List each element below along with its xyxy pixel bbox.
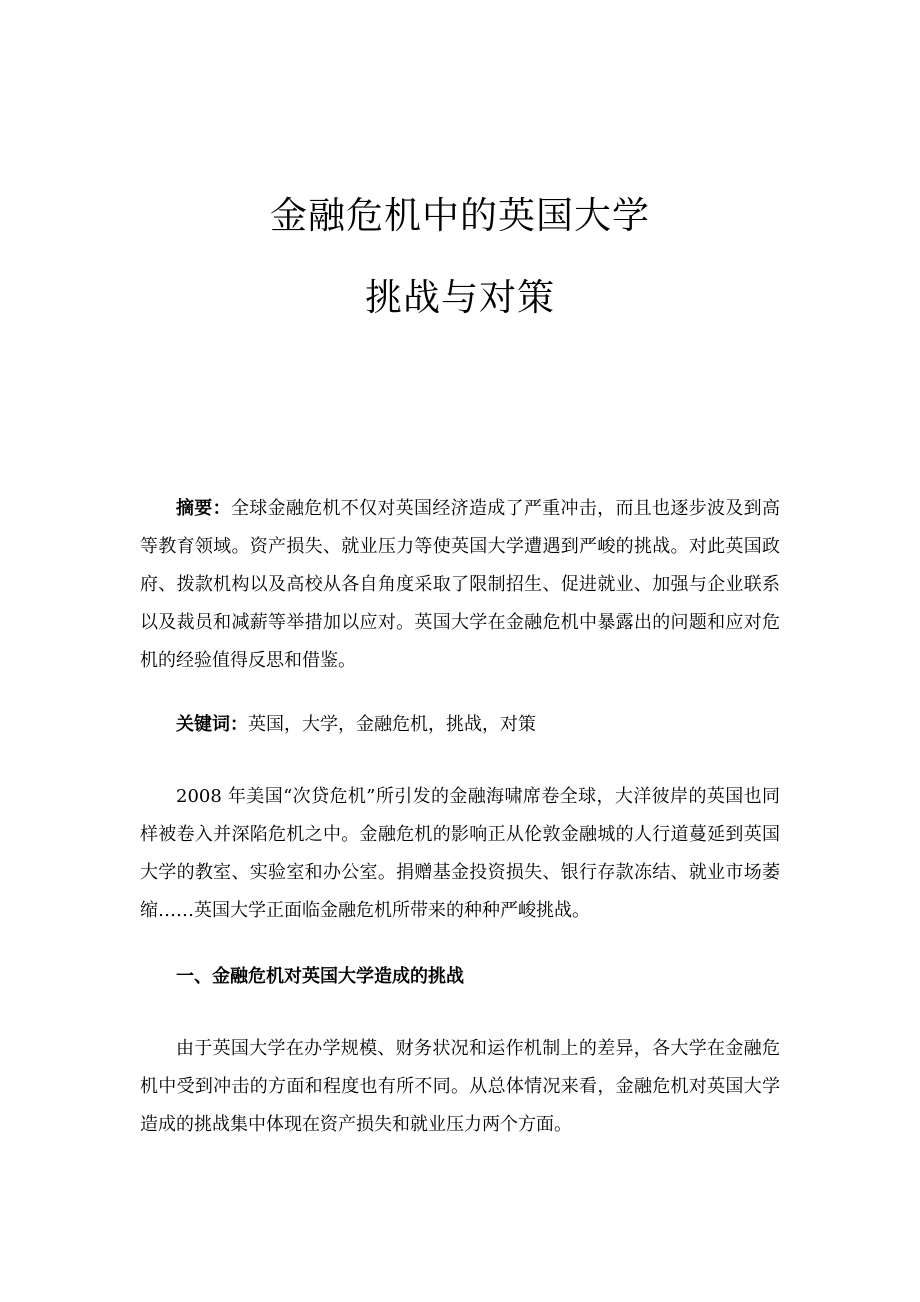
keywords-text: 英国，大学，金融危机，挑战，对策: [248, 714, 536, 735]
section-1-paragraph: 由于英国大学在办学规模、财务状况和运作机制上的差异，各大学在金融危机中受到冲击的方面和程度也有所不同。从总体情况来看，金融危机对英国大学造成的挑战集中体现在资产损失和就业压力两个方面。: [140, 1038, 780, 1135]
intro-paragraph: 2008 年美国“次贷危机”所引发的金融海啸席卷全球，大洋彼岸的英国也同样被卷入并深陷危机之中。金融危机的影响正从伦敦金融城的人行道蔓延到英国大学的教室、实验室和办公室。捐赠基金投资损失、银行存款冻结、就业市场萎缩……英国大学正面临金融危机所带来的种种严峻挑战。: [140, 786, 780, 921]
abstract-paragraph: [140, 490, 780, 680]
document-title-line-2: 挑战与对策: [365, 276, 555, 319]
section-1-heading: 一、金融危机对英国大学造成的挑战: [176, 966, 464, 987]
keywords-paragraph: [140, 706, 780, 744]
document-title-line-1: 金融危机中的英国大学: [270, 194, 650, 237]
abstract-text: 全球金融危机不仅对英国经济造成了严重冲击，而且也逐步波及到高等教育领域。资产损失、就业压力等使英国大学遭遇到严峻的挑战。对此英国政府、拨款机构以及高校从各自角度采取了限制招生、促进就业、加强与企业联系以及裁员和减薪等举措加以应对。英国大学在金融危机中暴露出的问题和应对危机的经验值得反思和借鉴。: [140, 498, 780, 671]
keywords-label: 关键词：: [176, 714, 248, 735]
abstract-label: 摘要：: [176, 498, 231, 519]
